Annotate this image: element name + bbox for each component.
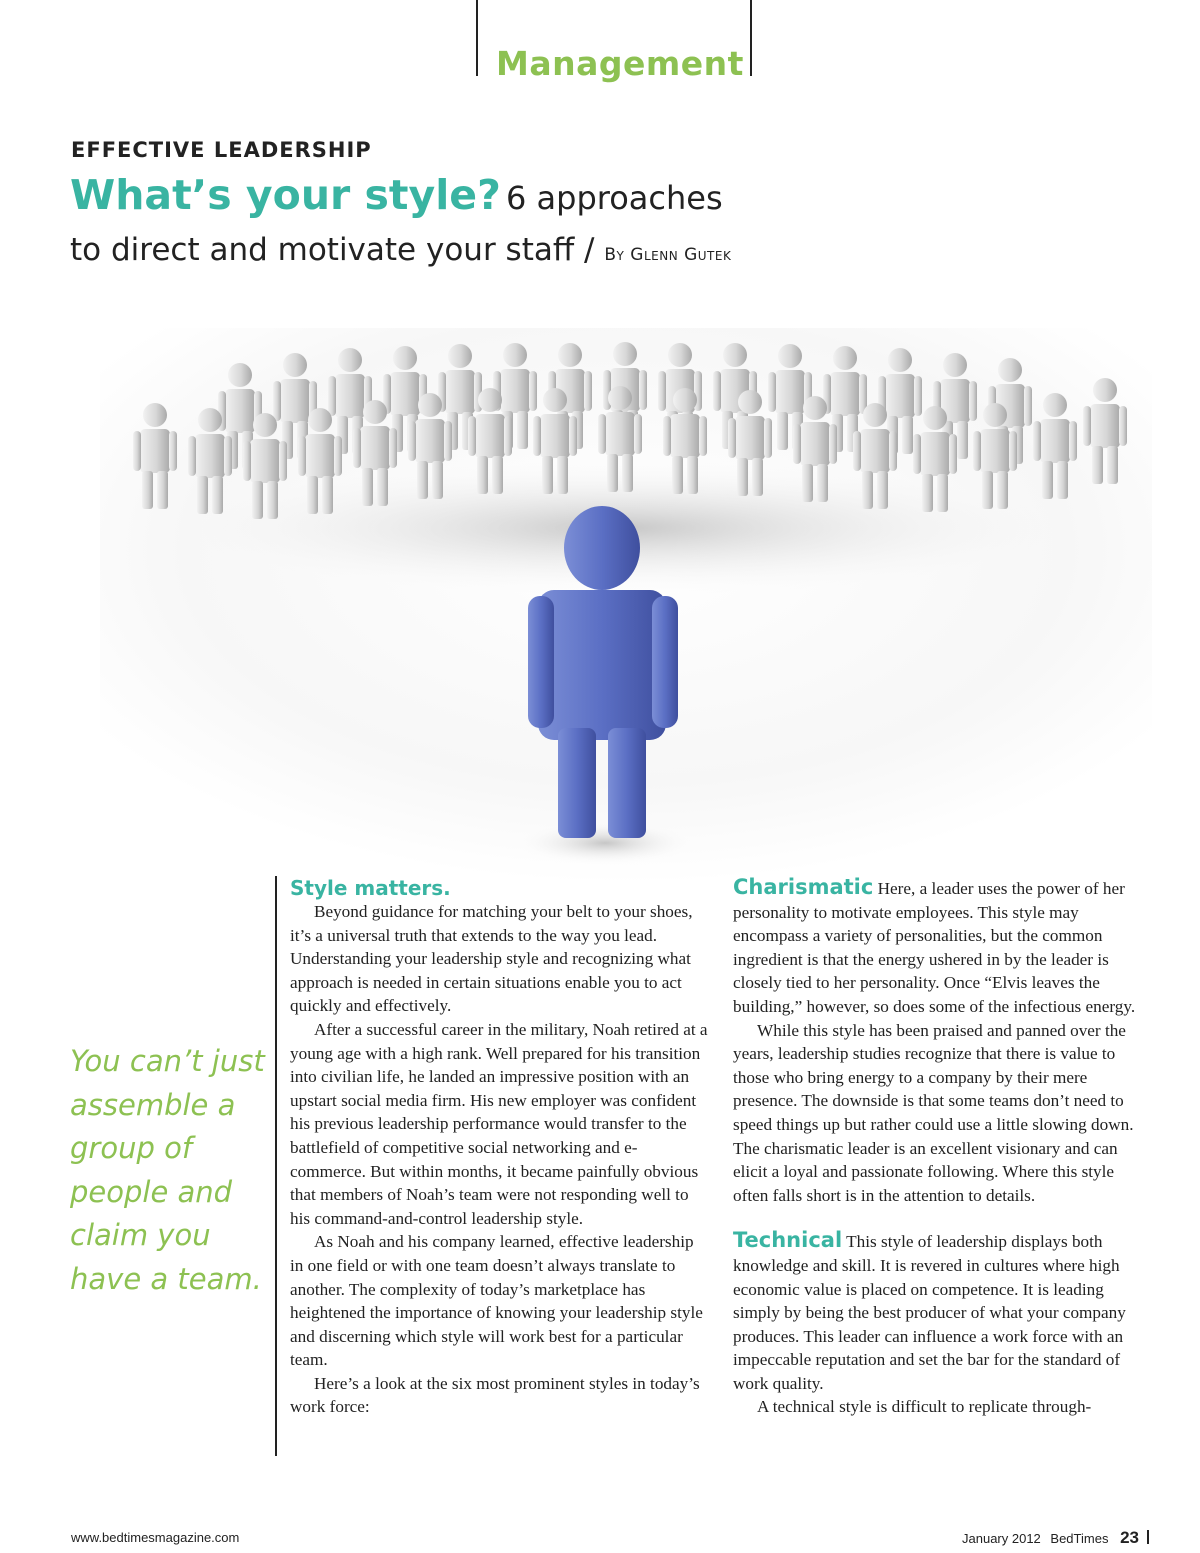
footer-issue: January 2012: [962, 1531, 1041, 1546]
column-divider: [275, 876, 277, 1456]
leader-shadow: [515, 821, 695, 865]
byline: By Glenn Gutek: [604, 245, 732, 265]
footer-website: www.bedtimesmagazine.com: [71, 1530, 240, 1545]
headline-sub-part2: to direct and motivate your staff /: [70, 232, 595, 268]
headline-main: What’s your style?: [70, 171, 501, 219]
subhead-charismatic: Charismatic: [733, 875, 874, 899]
paragraph-text: This style of leadership displays both knowledge and skill. It is revered in cultures where high economic value is placed on competence. It is leading simply by being the best producer of what your company produces. This leader can influence a work force with an impeccable reputation and set the bar for the standard of work quality.: [733, 1232, 1126, 1393]
paragraph: Here’s a look at the six most prominent styles in today’s work force:: [290, 1373, 700, 1417]
paragraph: As Noah and his company learned, effective leadership in one field or with one team doesn’t always translate to another. The complexity of today’s marketplace has heightened the importance of knowing your leadership style and discerning which style will work best for a particular team.: [290, 1232, 703, 1370]
folio-rule: [1147, 1530, 1149, 1544]
paragraph-technical: [733, 1229, 1153, 1395]
headline-sub-part1: 6 approaches: [505, 179, 723, 217]
paragraph: Beyond guidance for matching your belt to your shoes, it’s a universal truth that extends to the way you lead. Understanding your leadership style and recognizing what approach is needed in certain situations enable you to act quickly and effectively.: [290, 902, 693, 1016]
page-number: 23: [1120, 1528, 1139, 1547]
paragraph: A technical style is difficult to replicate through-: [757, 1397, 1092, 1417]
paragraph-text: Here, a leader uses the power of her personality to motivate employees. This style may encompass a variety of personalities, but the common ingredient is that the energy ushered in by the leader is closely tied to her personality. Once “Elvis leaves the building,” however, so does some of the infectious energy.: [733, 879, 1136, 1016]
paragraph: After a successful career in the military, Noah retired at a young age with a high rank. Well prepared for his transition into civilian life, he landed an impressive position with an upstart social media firm. His new employer was confident his previous leadership performance would transfer to the battlefield of competitive social networking and e-commerce. But within months, it became painfully obvious that members of Noah’s team were not responding well to his command-and-control leadership style.: [290, 1019, 708, 1228]
paragraph-charismatic: [733, 876, 1153, 1019]
pull-quote: You can’t just assemble a group of people and claim you have a team.: [70, 1044, 265, 1296]
article-column-2: [733, 876, 1153, 1419]
footer-magazine: BedTimes: [1050, 1531, 1109, 1546]
subhead-technical: Technical: [733, 1228, 843, 1253]
subhead-style-matters: Style matters.: [290, 876, 451, 900]
article-headline: [70, 172, 830, 278]
headline-sub-part2-line: [70, 227, 830, 278]
section-label: Management: [496, 44, 744, 83]
article-column-1: [290, 876, 710, 1419]
leadership-illustration: [100, 328, 1152, 884]
paragraph: While this style has been praised and panned over the years, leadership studies recognize that there is value to those who bring energy to a company by their mere presence. The downside is that some teams don’t need to speed things up but rather could use a little slowing down. The charismatic leader is an excellent visionary and can elicit a loyal and passionate following. Where this style often falls short is in the attention to details.: [733, 1020, 1134, 1205]
footer-folio: [962, 1528, 1162, 1548]
article-kicker: EFFECTIVE LEADERSHIP: [71, 138, 372, 162]
